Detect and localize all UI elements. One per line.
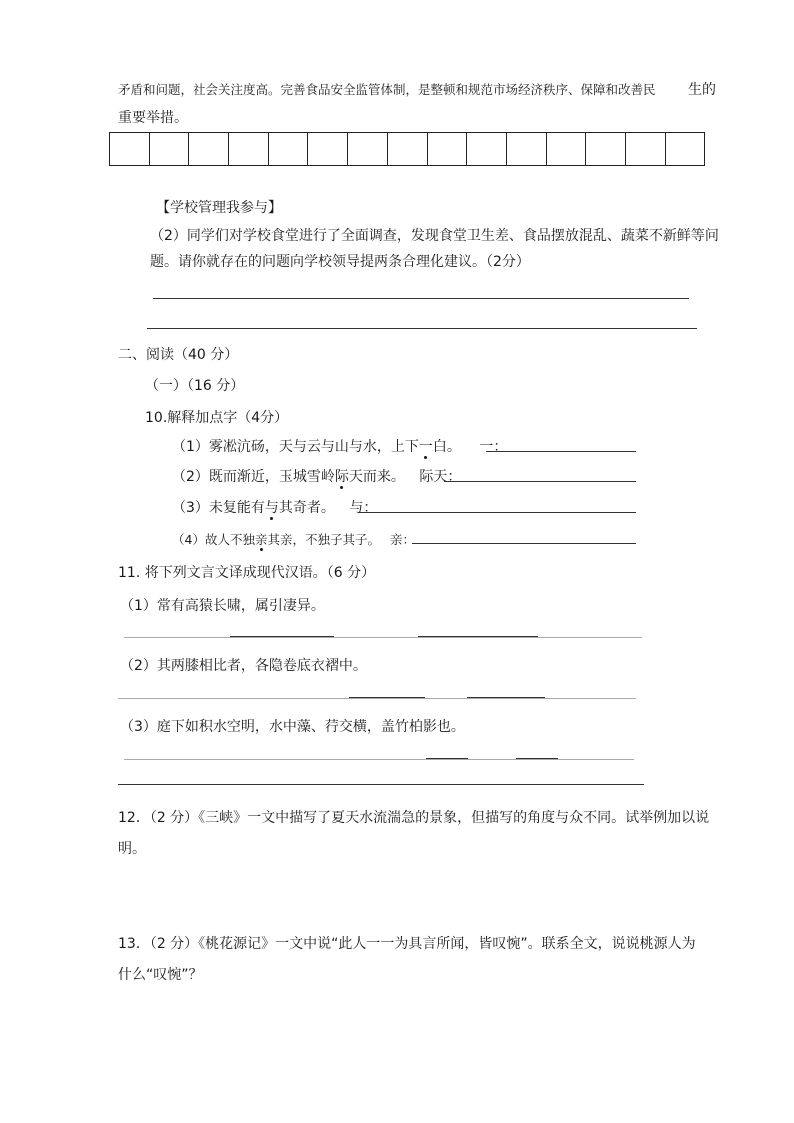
answer-line[interactable] — [153, 298, 689, 299]
intro-line-2: 重要举措。 — [118, 110, 188, 126]
answer-line[interactable] — [412, 543, 636, 544]
answer-line-segment — [418, 636, 538, 637]
question-10-title: 10.解释加点字（4分） — [145, 410, 289, 426]
school-heading: 【学校管理我参与】 — [156, 200, 282, 216]
intro-line-1-tail: 生的 — [688, 82, 716, 98]
q10-item-3: （3）未复能有与其奇者。 与： — [172, 500, 378, 516]
answer-line[interactable] — [444, 481, 636, 482]
answer-line[interactable] — [147, 328, 697, 329]
dotted-char: 与 — [264, 500, 279, 516]
grid-cell[interactable] — [546, 133, 586, 166]
q10-item-4: （4）故人不独亲其亲，不独子其子。 亲： — [172, 532, 415, 547]
q11-item-1: （1）常有高猿长啸，属引凄异。 — [120, 598, 325, 614]
grid-cell[interactable] — [467, 133, 507, 166]
question-12-line-1: 12．（2 分）《三峡》一文中描写了夏天水流湍急的景象，但描写的角度与众不同。试举例加以说 — [118, 810, 710, 826]
section-2-title: 二、阅读（40 分） — [118, 347, 239, 363]
answer-line-segment — [516, 758, 558, 759]
q10-item-1: （1）雾凇沆砀，天与云与山与水，上下一白。 一： — [172, 439, 508, 455]
grid-cell[interactable] — [268, 133, 308, 166]
grid-cell[interactable] — [586, 133, 626, 166]
question-13-line-1: 13．（2 分）《桃花源记》一文中说“此人一一为具言所闻，皆叹惋”。联系全文，说说桃源人为 — [118, 936, 696, 952]
question-13-line-2: 什么“叹惋”？ — [118, 967, 203, 983]
question-12-line-2: 明。 — [118, 841, 146, 857]
grid-cell[interactable] — [229, 133, 269, 166]
question-11-title: 11. 将下列文言文译成现代汉语。（6 分） — [118, 565, 376, 581]
question-2-line-1: （2）同学们对学校食堂进行了全面调查，发现食堂卫生差、食品摆放混乱、蔬菜不新鲜等问 — [150, 228, 719, 244]
grid-cell[interactable] — [308, 133, 348, 166]
question-2-line-2: 题。请你就存在的问题向学校领导提两条合理化建议。（2分） — [150, 254, 530, 270]
answer-line-segment — [467, 697, 545, 698]
answer-line[interactable] — [358, 512, 636, 513]
answer-line-segment — [349, 697, 425, 698]
answer-line[interactable] — [486, 451, 636, 452]
answer-line[interactable] — [118, 698, 636, 699]
grid-cell[interactable] — [427, 133, 467, 166]
answer-line[interactable] — [124, 637, 642, 638]
q11-item-3: （3）庭下如积水空明，水中藻、荇交横，盖竹柏影也。 — [120, 719, 465, 735]
dotted-char: 际 — [334, 469, 349, 485]
q11-item-2: （2）其两膝相比者，各隐卷底衣褶中。 — [120, 658, 367, 674]
answer-line-segment — [426, 758, 468, 759]
grid-cell[interactable] — [348, 133, 388, 166]
grid-cell[interactable] — [110, 133, 150, 166]
q10-item-2: （2）既而渐近，玉城雪岭际天而来。 际天： — [172, 469, 462, 485]
answer-line-segment — [230, 636, 334, 637]
intro-line-1: 矛盾和问题，社会关注度高。完善食品安全监管体制，是整顿和规范市场经济秩序、保障和改善民 — [118, 82, 656, 97]
dotted-char: 一 — [418, 439, 433, 455]
grid-cell[interactable] — [625, 133, 665, 166]
dotted-char: 亲 — [254, 532, 268, 547]
part-1-title: （一）（16 分） — [145, 378, 245, 394]
answer-line[interactable] — [118, 784, 644, 785]
grid-cell[interactable] — [387, 133, 427, 166]
grid-cell[interactable] — [665, 133, 705, 166]
grid-cell[interactable] — [189, 133, 229, 166]
answer-line[interactable] — [124, 759, 634, 760]
grid-cell[interactable] — [149, 133, 189, 166]
grid-cell[interactable] — [506, 133, 546, 166]
answer-grid — [109, 132, 705, 166]
